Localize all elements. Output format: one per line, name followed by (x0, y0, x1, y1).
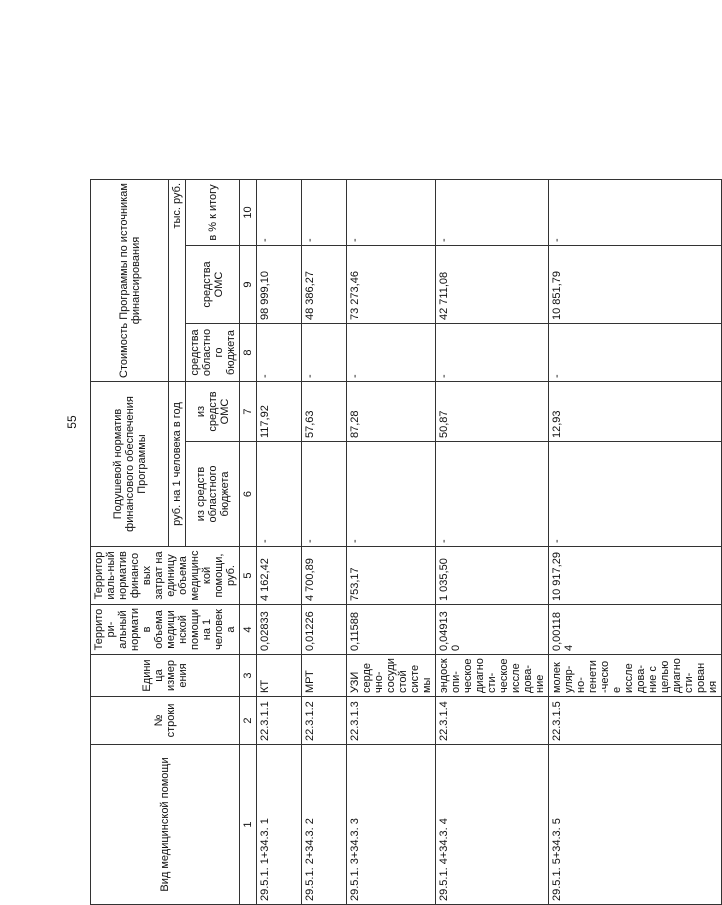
row-ref: 29.5.1. 4+34.3. 4 (436, 745, 549, 905)
row-unit: молекуляр-но-генети-ческое исследова-ние с целью диагности-рования (549, 655, 722, 697)
header-cost-budget: средства областного бюджета (186, 324, 240, 382)
row-ref: 29.5.1. 1+34.3. 1 (257, 745, 302, 905)
header-cost-pct: в % к итогу (186, 180, 240, 246)
header-volume-norm: Территори-альный норматив объема медицинской помощи на 1 человека (91, 605, 240, 655)
row-pc-budget: - (302, 442, 347, 547)
row-pc-oms: 117,92 (257, 382, 302, 442)
column-number-row (240, 180, 257, 905)
row-unit: УЗИ сердечно-сосудистой системы (347, 655, 436, 697)
page-number: 55 (65, 415, 79, 429)
row-c-oms: 48 386,27 (302, 246, 347, 324)
table-row (257, 180, 302, 905)
program-cost-table (90, 179, 722, 905)
row-c-budget: - (302, 324, 347, 382)
row-c-budget: - (436, 324, 549, 382)
row-ref: 29.5.1. 2+34.3. 2 (302, 745, 347, 905)
column-number: 5 (240, 547, 257, 605)
row-pc-budget: - (257, 442, 302, 547)
column-number: 10 (240, 180, 257, 246)
row-unit: эндоскопи-ческое диагности-ческое исследова-ние (436, 655, 549, 697)
header-cost: Стоимость Программы по источникам финансирования (91, 180, 169, 382)
header-unit: Единица измерения (91, 655, 240, 697)
row-pct: - (302, 180, 347, 246)
row-number: 22.3.1.3 (347, 697, 436, 745)
row-volume: 0,02833 (257, 605, 302, 655)
row-cost: 4 162,42 (257, 547, 302, 605)
row-volume: 0,001184 (549, 605, 722, 655)
row-pct: - (347, 180, 436, 246)
row-pct: - (436, 180, 549, 246)
row-number: 22.3.1.1 (257, 697, 302, 745)
row-unit: КТ (257, 655, 302, 697)
row-c-oms: 73 273,46 (347, 246, 436, 324)
row-volume: 0,01226 (302, 605, 347, 655)
column-number: 8 (240, 324, 257, 382)
row-c-oms: 10 851,79 (549, 246, 722, 324)
column-number: 2 (240, 697, 257, 745)
column-number: 4 (240, 605, 257, 655)
row-c-oms: 98 999,10 (257, 246, 302, 324)
row-cost: 753,17 (347, 547, 436, 605)
row-cost: 1 035,50 (436, 547, 549, 605)
header-cost-unit: тыс. руб. (169, 180, 186, 382)
row-volume: 0,11588 (347, 605, 436, 655)
row-c-budget: - (257, 324, 302, 382)
column-number: 1 (240, 745, 257, 905)
row-c-oms: 42 711,08 (436, 246, 549, 324)
row-pct: - (549, 180, 722, 246)
row-ref: 29.5.1. 3+34.3. 3 (347, 745, 436, 905)
header-per-capita-unit: руб. на 1 человека в год (169, 382, 186, 547)
row-pct: - (257, 180, 302, 246)
table-row (302, 180, 347, 905)
row-c-budget: - (549, 324, 722, 382)
row-pc-budget: - (436, 442, 549, 547)
column-number: 3 (240, 655, 257, 697)
column-number: 9 (240, 246, 257, 324)
row-volume: 0,049130 (436, 605, 549, 655)
row-c-budget: - (347, 324, 436, 382)
header-cost-norm: Территориаль-ный норматив финансовых затрат на единицу объема медицинской помощи, руб. (91, 547, 240, 605)
row-pc-oms: 50,87 (436, 382, 549, 442)
column-number: 7 (240, 382, 257, 442)
header-pc-oms: из средств ОМС (186, 382, 240, 442)
header-row-1 (91, 180, 169, 905)
row-pc-budget: - (549, 442, 722, 547)
header-pc-budget: из средств областного бюджета (186, 442, 240, 547)
column-number: 6 (240, 442, 257, 547)
row-pc-oms: 57,63 (302, 382, 347, 442)
header-row-no: № строки (91, 697, 240, 745)
header-per-capita: Подушевой норматив финансового обеспечения Программы (91, 382, 169, 547)
row-number: 22.3.1.4 (436, 697, 549, 745)
row-pc-oms: 12,93 (549, 382, 722, 442)
table-row (549, 180, 722, 905)
row-number: 22.3.1.5 (549, 697, 722, 745)
rotated-table-frame (90, 180, 719, 905)
table-row (347, 180, 436, 905)
row-unit: МРТ (302, 655, 347, 697)
row-pc-oms: 87,28 (347, 382, 436, 442)
row-cost: 10 917,29 (549, 547, 722, 605)
row-pc-budget: - (347, 442, 436, 547)
row-number: 22.3.1.2 (302, 697, 347, 745)
row-ref: 29.5.1. 5+34.3. 5 (549, 745, 722, 905)
table-row (436, 180, 549, 905)
row-cost: 4 700,89 (302, 547, 347, 605)
header-kind: Вид медицинской помощи (91, 745, 240, 905)
header-cost-oms: средства ОМС (186, 246, 240, 324)
